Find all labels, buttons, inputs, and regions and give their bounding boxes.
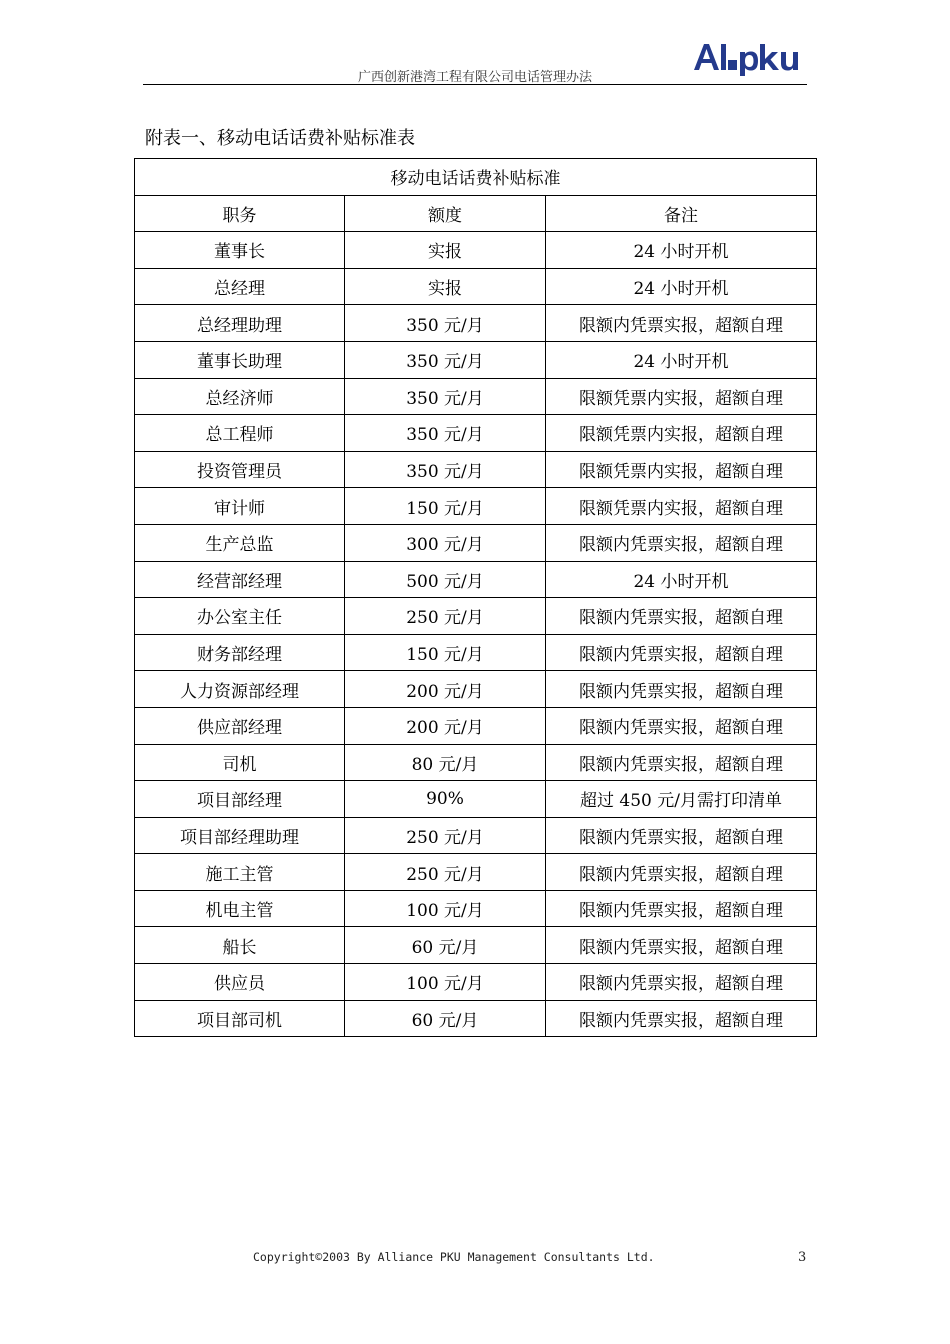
- table-row: [135, 305, 817, 342]
- company-logo: [692, 40, 806, 76]
- amount-cell: 300 元/月: [345, 524, 546, 561]
- table-row: [135, 232, 817, 269]
- table-caption: 移动电话话费补贴标准: [135, 159, 817, 196]
- position-cell: 人力资源部经理: [135, 671, 345, 708]
- position-cell: 机电主管: [135, 890, 345, 927]
- position-cell: 财务部经理: [135, 634, 345, 671]
- remarks-cell: 限额内凭票实报，超额自理: [546, 817, 817, 854]
- header-divider: [143, 84, 807, 85]
- position-cell: 项目部经理: [135, 781, 345, 818]
- table-row: [135, 890, 817, 927]
- table-row: [135, 415, 817, 452]
- table-body: [135, 232, 817, 1037]
- remarks-cell: 限额内凭票实报，超额自理: [546, 634, 817, 671]
- page-number: 3: [798, 1250, 807, 1265]
- amount-cell: 200 元/月: [345, 707, 546, 744]
- table-row: [135, 817, 817, 854]
- table-row: [135, 488, 817, 525]
- position-cell: 审计师: [135, 488, 345, 525]
- amount-cell: 150 元/月: [345, 634, 546, 671]
- amount-cell: 60 元/月: [345, 1000, 546, 1037]
- remarks-cell: 24 小时开机: [546, 268, 817, 305]
- amount-cell: 实报: [345, 268, 546, 305]
- table-row: [135, 927, 817, 964]
- column-header-position: 职务: [135, 195, 345, 232]
- allowance-table: [134, 158, 817, 1037]
- table-row: [135, 634, 817, 671]
- table-row: [135, 268, 817, 305]
- remarks-cell: 限额凭票内实报，超额自理: [546, 451, 817, 488]
- table-row: [135, 781, 817, 818]
- amount-cell: 90%: [345, 781, 546, 818]
- amount-cell: 350 元/月: [345, 378, 546, 415]
- amount-cell: 250 元/月: [345, 598, 546, 635]
- footer-copyright: Copyright©2003 By Alliance PKU Management Consultants Ltd.: [253, 1250, 655, 1264]
- position-cell: 供应员: [135, 964, 345, 1001]
- position-cell: 总经济师: [135, 378, 345, 415]
- amount-cell: 350 元/月: [345, 305, 546, 342]
- remarks-cell: 限额内凭票实报，超额自理: [546, 671, 817, 708]
- remarks-cell: 限额内凭票实报，超额自理: [546, 854, 817, 891]
- table-row: [135, 451, 817, 488]
- amount-cell: 150 元/月: [345, 488, 546, 525]
- position-cell: 司机: [135, 744, 345, 781]
- amount-cell: 250 元/月: [345, 854, 546, 891]
- table-row: [135, 598, 817, 635]
- remarks-cell: 限额内凭票实报，超额自理: [546, 524, 817, 561]
- position-cell: 项目部司机: [135, 1000, 345, 1037]
- amount-cell: 350 元/月: [345, 451, 546, 488]
- table-row: [135, 341, 817, 378]
- remarks-cell: 限额内凭票实报，超额自理: [546, 305, 817, 342]
- remarks-cell: 限额内凭票实报，超额自理: [546, 890, 817, 927]
- position-cell: 生产总监: [135, 524, 345, 561]
- column-header-amount: 额度: [345, 195, 546, 232]
- remarks-cell: 24 小时开机: [546, 561, 817, 598]
- remarks-cell: 限额凭票内实报，超额自理: [546, 488, 817, 525]
- remarks-cell: 限额内凭票实报，超额自理: [546, 964, 817, 1001]
- remarks-cell: 限额凭票内实报，超额自理: [546, 378, 817, 415]
- position-cell: 总经理: [135, 268, 345, 305]
- column-header-remarks: 备注: [546, 195, 817, 232]
- table-row: [135, 524, 817, 561]
- amount-cell: 实报: [345, 232, 546, 269]
- amount-cell: 500 元/月: [345, 561, 546, 598]
- amount-cell: 250 元/月: [345, 817, 546, 854]
- table-row: [135, 854, 817, 891]
- remarks-cell: 限额凭票内实报，超额自理: [546, 415, 817, 452]
- remarks-cell: 24 小时开机: [546, 232, 817, 269]
- table-row: [135, 744, 817, 781]
- header-title: 广西创新港湾工程有限公司电话管理办法: [357, 70, 592, 85]
- remarks-cell: 限额内凭票实报，超额自理: [546, 744, 817, 781]
- amount-cell: 100 元/月: [345, 890, 546, 927]
- remarks-cell: 限额内凭票实报，超额自理: [546, 927, 817, 964]
- position-cell: 施工主管: [135, 854, 345, 891]
- remarks-cell: 超过 450 元/月需打印清单: [546, 781, 817, 818]
- table-row: [135, 964, 817, 1001]
- position-cell: 董事长助理: [135, 341, 345, 378]
- table-row: [135, 671, 817, 708]
- position-cell: 供应部经理: [135, 707, 345, 744]
- amount-cell: 100 元/月: [345, 964, 546, 1001]
- table-row: [135, 707, 817, 744]
- table-row: [135, 561, 817, 598]
- remarks-cell: 24 小时开机: [546, 341, 817, 378]
- logo-mark: [694, 44, 798, 76]
- position-cell: 办公室主任: [135, 598, 345, 635]
- remarks-cell: 限额内凭票实报，超额自理: [546, 598, 817, 635]
- remarks-cell: 限额内凭票实报，超额自理: [546, 707, 817, 744]
- position-cell: 项目部经理助理: [135, 817, 345, 854]
- section-title: 附表一、移动电话话费补贴标准表: [145, 128, 415, 149]
- table-row: [135, 378, 817, 415]
- position-cell: 经营部经理: [135, 561, 345, 598]
- position-cell: 总经理助理: [135, 305, 345, 342]
- amount-cell: 80 元/月: [345, 744, 546, 781]
- table-caption-row: [135, 159, 817, 196]
- remarks-cell: 限额内凭票实报，超额自理: [546, 1000, 817, 1037]
- position-cell: 投资管理员: [135, 451, 345, 488]
- amount-cell: 200 元/月: [345, 671, 546, 708]
- amount-cell: 350 元/月: [345, 415, 546, 452]
- amount-cell: 60 元/月: [345, 927, 546, 964]
- position-cell: 总工程师: [135, 415, 345, 452]
- position-cell: 董事长: [135, 232, 345, 269]
- table-row: [135, 1000, 817, 1037]
- table-header-row: [135, 195, 817, 232]
- position-cell: 船长: [135, 927, 345, 964]
- amount-cell: 350 元/月: [345, 341, 546, 378]
